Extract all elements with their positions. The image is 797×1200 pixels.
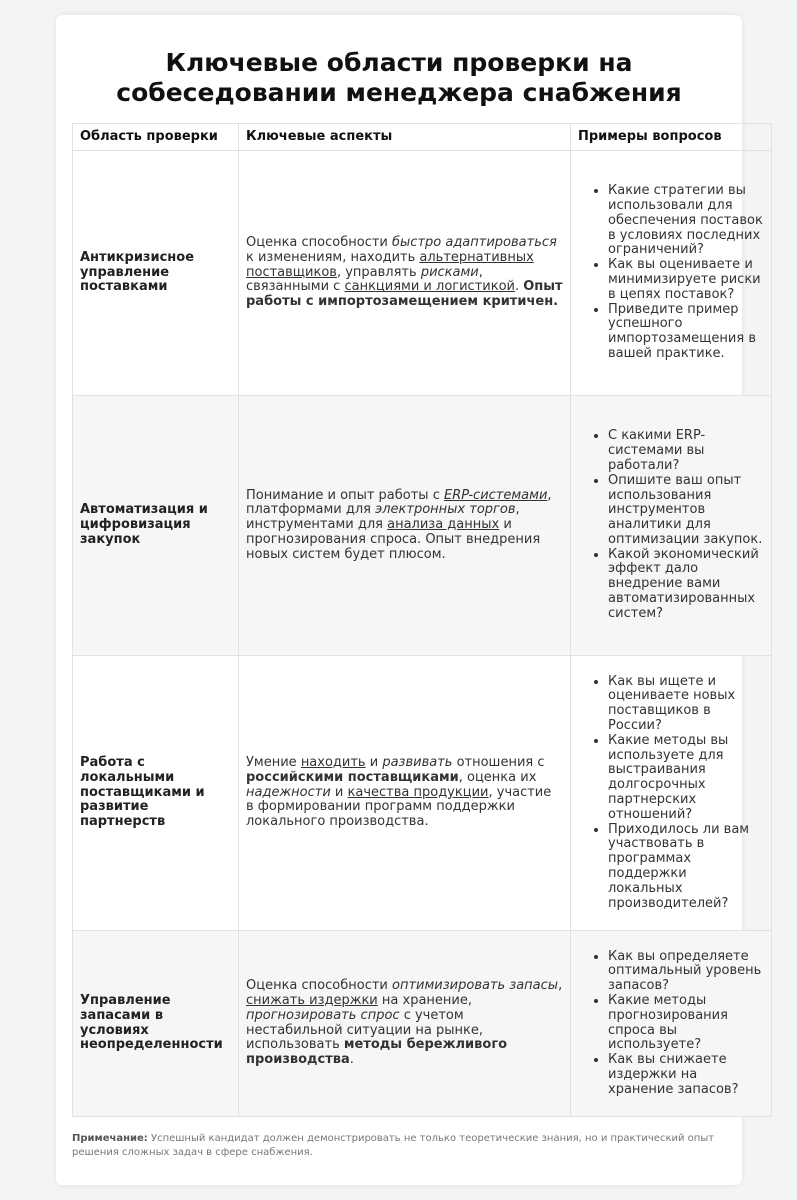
- questions-list: [578, 950, 764, 1098]
- question-item: • Как вы оцениваете и минимизируете риски в цепях поставок?: [608, 258, 764, 302]
- table-row: [73, 656, 772, 931]
- aspects-cell: [239, 656, 571, 931]
- aspects-text: Оценка способности быстро адаптироваться к изменениям, находить альтернативных поставщиков, управлять рисками, связанными с санкциями и логистикой. Опыт работы с импортозамещением критичен.: [246, 235, 563, 310]
- footnote-label: Примечание:: [72, 1133, 148, 1144]
- aspects-text: Умение находить и развивать отношения с российскими поставщиками, оценка их надежности и качества продукции, участие в формировании программ поддержки локального производства.: [246, 755, 552, 830]
- page-title-line-2: собеседовании менеджера снабжения: [116, 78, 682, 107]
- question-item: • Какие стратегии вы использовали для обеспечения поставок в условиях последних ограничений?: [608, 184, 764, 258]
- question-item: • Какие методы прогнозирования спроса вы используете?: [608, 994, 764, 1053]
- header-area: Область проверки: [73, 124, 239, 151]
- table-row: [73, 396, 772, 656]
- content-card: [56, 15, 763, 1185]
- area-label: Управление запасами в условиях неопределенности: [80, 992, 223, 1053]
- area-cell: [73, 151, 239, 396]
- question-item: • Как вы ищете и оцениваете новых поставщиков в России?: [608, 675, 764, 734]
- question-item: • Опишите ваш опыт использования инструментов аналитики для оптимизации закупок.: [608, 474, 764, 548]
- area-cell: [73, 931, 239, 1117]
- aspects-text: Оценка способности оптимизировать запасы, снижать издержки на хранение, прогнозировать спрос с учетом нестабильной ситуации на рынке, использовать методы бережливого производства.: [246, 978, 563, 1068]
- area-label: Работа с локальными поставщиками и развитие партнерств: [80, 755, 205, 830]
- table-row: [73, 151, 772, 396]
- interview-areas-table: [72, 123, 772, 1117]
- area-cell: [73, 396, 239, 656]
- footnote-text: Успешный кандидат должен демонстрировать не только теоретические знания, но и практический опыт решения сложных задач в сфере снабжения.: [72, 1133, 715, 1158]
- page-title-line-1: Ключевые области проверки на: [165, 48, 633, 77]
- page-title: [56, 15, 742, 108]
- question-item: • Как вы определяете оптимальный уровень запасов?: [608, 950, 764, 994]
- question-item: • Какой экономический эффект дало внедрение вами автоматизированных систем?: [608, 548, 764, 622]
- area-label: Антикризисное управление поставками: [80, 249, 195, 295]
- aspects-cell: [239, 151, 571, 396]
- question-item: • Приведите пример успешного импортозамещения в вашей практике.: [608, 303, 764, 362]
- questions-cell: [571, 396, 772, 656]
- table-row: [73, 931, 772, 1117]
- questions-cell: [571, 931, 772, 1117]
- footnote: [72, 1132, 732, 1160]
- area-cell: [73, 656, 239, 931]
- questions-cell: [571, 151, 772, 396]
- questions-list: [578, 184, 764, 362]
- question-item: • С какими ERP-системами вы работали?: [608, 429, 764, 473]
- question-item: • Приходилось ли вам участвовать в программах поддержки локальных производителей?: [608, 823, 764, 912]
- header-questions: Примеры вопросов: [571, 124, 772, 151]
- area-label: Автоматизация и цифровизация закупок: [80, 502, 208, 547]
- questions-list: [578, 429, 764, 621]
- aspects-text: Понимание и опыт работы с ERP-системами, платформами для электронных торгов, инструментами для анализа данных и прогнозирования спроса. Опыт внедрения новых систем будет плюсом.: [246, 487, 552, 562]
- header-aspects: Ключевые аспекты: [239, 124, 571, 151]
- aspects-cell: [239, 396, 571, 656]
- questions-list: [578, 675, 764, 912]
- aspects-cell: [239, 931, 571, 1117]
- question-item: • Как вы снижаете издержки на хранение запасов?: [608, 1053, 764, 1097]
- question-item: • Какие методы вы используете для выстраивания долгосрочных партнерских отношений?: [608, 734, 764, 823]
- table-header-row: [73, 124, 772, 151]
- questions-cell: [571, 656, 772, 931]
